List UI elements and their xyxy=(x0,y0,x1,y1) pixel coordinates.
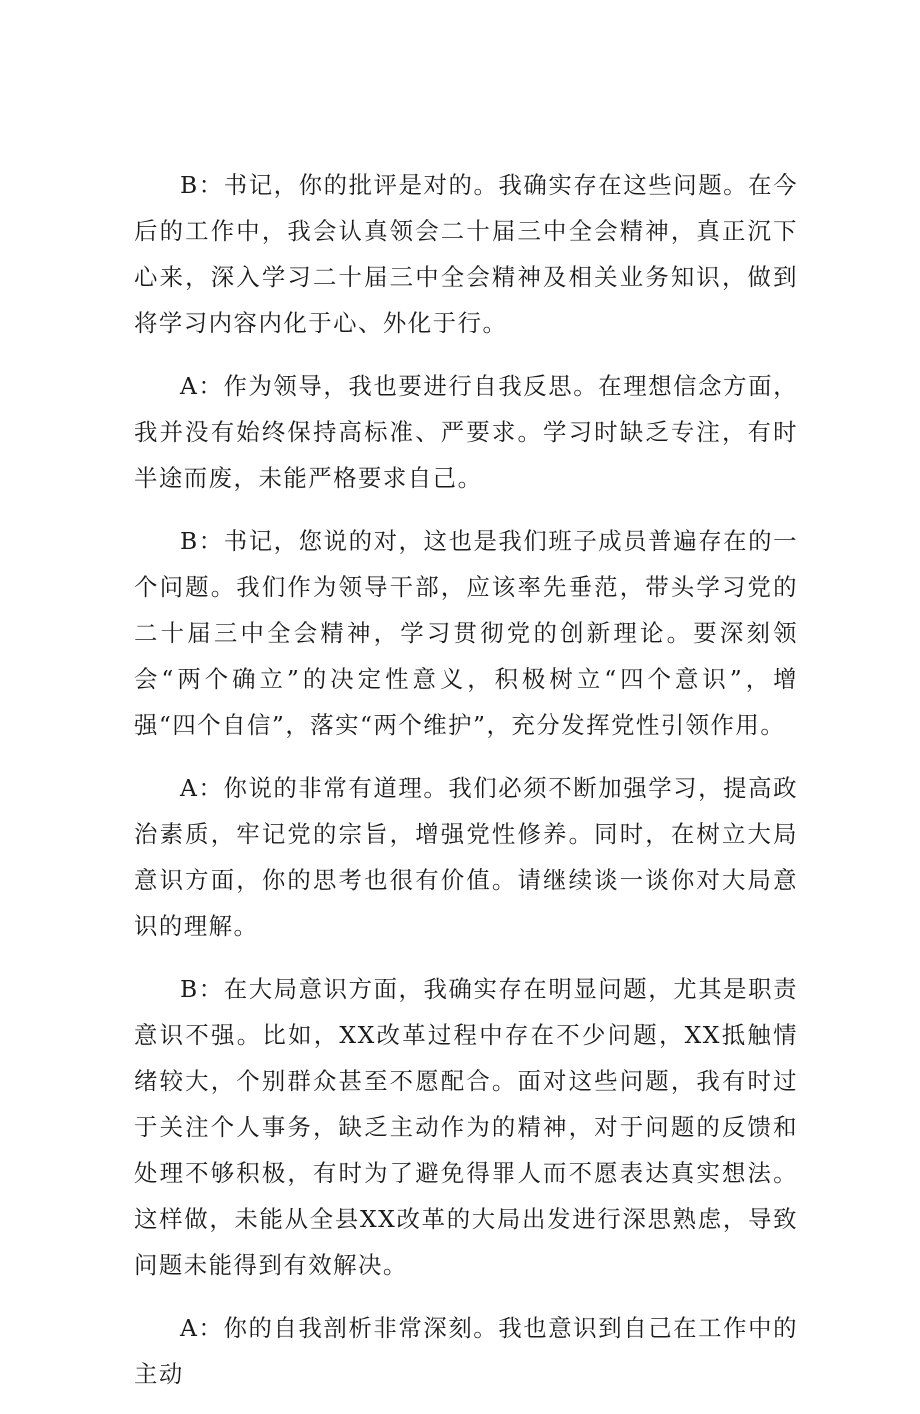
dialogue-paragraph-4: A：你说的非常有道理。我们必须不断加强学习，提高政治素质，牢记党的宗旨，增强党性修养。同时，在树立大局意识方面，你的思考也很有价值。请继续谈一谈你对大局意识的理解。 xyxy=(134,774,798,940)
dialogue-paragraph-3: B：书记，您说的对，这也是我们班子成员普遍存在的一个问题。我们作为领导干部，应该率先垂范，带头学习党的二十届三中全会精神，学习贯彻党的创新理论。要深刻领会“两个确立”的决定性意义，积极树立“四个意识”，增强“四个自信”，落实“两个维护”，充分发挥党性引领作用。 xyxy=(134,527,798,739)
dialogue-paragraph-1: B：书记，你的批评是对的。我确实存在这些问题。在今后的工作中，我会认真领会二十届三中全会精神，真正沉下心来，深入学习二十届三中全会精神及相关业务知识，做到将学习内容内化于心、外化于行。 xyxy=(134,171,798,337)
dialogue-paragraph-5: B：在大局意识方面，我确实存在明显问题，尤其是职责意识不强。比如，XX改革过程中存在不少问题，XX抵触情绪较大，个别群众甚至不愿配合。面对这些问题，我有时过于关注个人事务，缺乏主动作为的精神，对于问题的反馈和处理不够积极，有时为了避免得罪人而不愿表达真实想法。这样做，未能从全县XX改革的大局出发进行深思熟虑，导致问题未能得到有效解决。 xyxy=(134,975,798,1279)
dialogue-paragraph-2: A：作为领导，我也要进行自我反思。在理想信念方面，我并没有始终保持高标准、严要求。学习时缺乏专注，有时半途而废，未能严格要求自己。 xyxy=(134,372,798,492)
dialogue-paragraph-6: A：你的自我剖析非常深刻。我也意识到自己在工作中的主动 xyxy=(134,1314,798,1388)
document-body xyxy=(134,162,798,1414)
